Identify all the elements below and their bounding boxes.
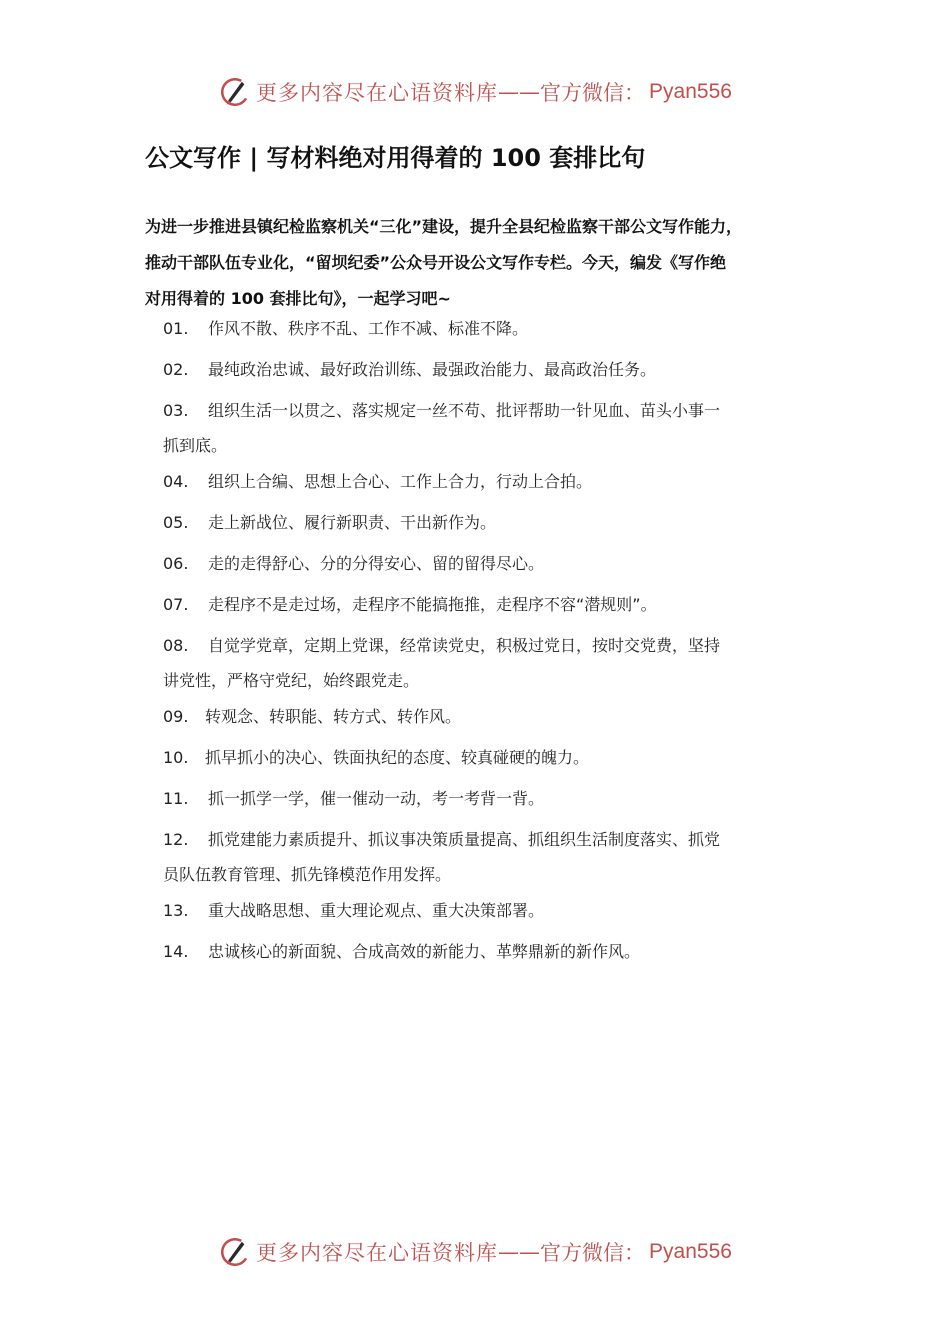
- item-text: 最纯政治忠诚、最好政治训练、最强政治能力、最高政治任务。: [208, 360, 657, 379]
- item-number: 12.: [163, 830, 189, 849]
- item-number: 04.: [163, 472, 189, 491]
- item-text-continued: 抓到底。: [163, 436, 228, 455]
- banner-slogan: 更多内容尽在心语资料库: [256, 1241, 499, 1265]
- item-text: 走的走得舒心、分的分得安心、留的留得尽心。: [208, 554, 545, 573]
- item-number: 03.: [163, 401, 189, 420]
- item-number: 09.: [163, 707, 189, 726]
- list-item: [163, 464, 803, 499]
- item-number: 07.: [163, 595, 189, 614]
- item-text: 抓早抓小的决心、铁面执纪的态度、较真碰硬的魄力。: [205, 748, 590, 767]
- list-item: [163, 781, 803, 816]
- item-number: 02.: [163, 360, 189, 379]
- item-number: 10.: [163, 748, 189, 767]
- list-item: [163, 393, 803, 463]
- intro-paragraph: [145, 209, 835, 317]
- list-item: [163, 740, 803, 775]
- list-item: [163, 505, 803, 540]
- item-number: 01.: [163, 319, 189, 338]
- item-number: 08.: [163, 636, 189, 655]
- item-text: 重大战略思想、重大理论观点、重大决策部署。: [208, 901, 545, 920]
- item-text-continued: 讲党性，严格守党纪，始终跟党走。: [163, 671, 420, 690]
- item-number: 05.: [163, 513, 189, 532]
- item-text: 走上新战位、履行新职责、干出新作为。: [208, 513, 497, 532]
- banner-dash: ——: [498, 80, 541, 104]
- item-text-continued: 员队伍教育管理、抓先锋模范作用发挥。: [163, 865, 452, 884]
- intro-line: 为进一步推进县镇纪检监察机关“三化”建设，提升全县纪检监察干部公文写作能力，: [145, 217, 743, 236]
- item-text: 抓党建能力素质提升、抓议事决策质量提高、抓组织生活制度落实、抓党: [208, 830, 721, 849]
- list-item: [163, 822, 803, 892]
- header-banner: [0, 72, 950, 112]
- item-number: 14.: [163, 942, 189, 961]
- banner-dash: ——: [498, 1240, 541, 1264]
- pen-logo-icon: [218, 1235, 252, 1269]
- item-number: 06.: [163, 554, 189, 573]
- item-text: 抓一抓学一学，催一催动一动，考一考背一背。: [208, 789, 545, 808]
- item-text: 转观念、转职能、转方式、转作风。: [205, 707, 462, 726]
- intro-line: 推动干部队伍专业化，“留坝纪委”公众号开设公文写作专栏。今天，编发《写作绝: [145, 253, 727, 272]
- list-item: [163, 893, 803, 928]
- intro-line: 对用得着的 100 套排比句》，一起学习吧~: [145, 289, 451, 308]
- item-number: 11.: [163, 789, 189, 808]
- list-item: [163, 311, 803, 346]
- item-text: 走程序不是走过场，走程序不能搞拖推，走程序不容“潜规则”。: [208, 595, 657, 614]
- list-item: [163, 352, 803, 387]
- pen-logo-icon: [218, 75, 252, 109]
- item-text: 组织生活一以贯之、落实规定一丝不苟、批评帮助一针见血、苗头小事一: [208, 401, 721, 420]
- page-title: 公文写作 | 写材料绝对用得着的 100 套排比句: [145, 144, 646, 172]
- footer-banner: [0, 1232, 950, 1272]
- banner-wechat-id: Pyan556: [649, 1240, 732, 1263]
- list-item: [163, 546, 803, 581]
- item-text: 组织上合编、思想上合心、工作上合力，行动上合拍。: [208, 472, 593, 491]
- list-item: [163, 628, 803, 698]
- banner-wechat-label: 官方微信：: [540, 81, 646, 105]
- item-text: 自觉学党章，定期上党课，经常读党史，积极过党日，按时交党费，坚持: [208, 636, 721, 655]
- list-item: [163, 699, 803, 734]
- item-number: 13.: [163, 901, 189, 920]
- list-item: [163, 934, 803, 969]
- banner-slogan: 更多内容尽在心语资料库: [256, 81, 499, 105]
- item-text: 忠诚核心的新面貌、合成高效的新能力、革弊鼎新的新作风。: [208, 942, 641, 961]
- banner-wechat-id: Pyan556: [649, 80, 732, 103]
- banner-wechat-label: 官方微信：: [540, 1241, 646, 1265]
- list-item: [163, 587, 803, 622]
- item-text: 作风不散、秩序不乱、工作不减、标准不降。: [208, 319, 529, 338]
